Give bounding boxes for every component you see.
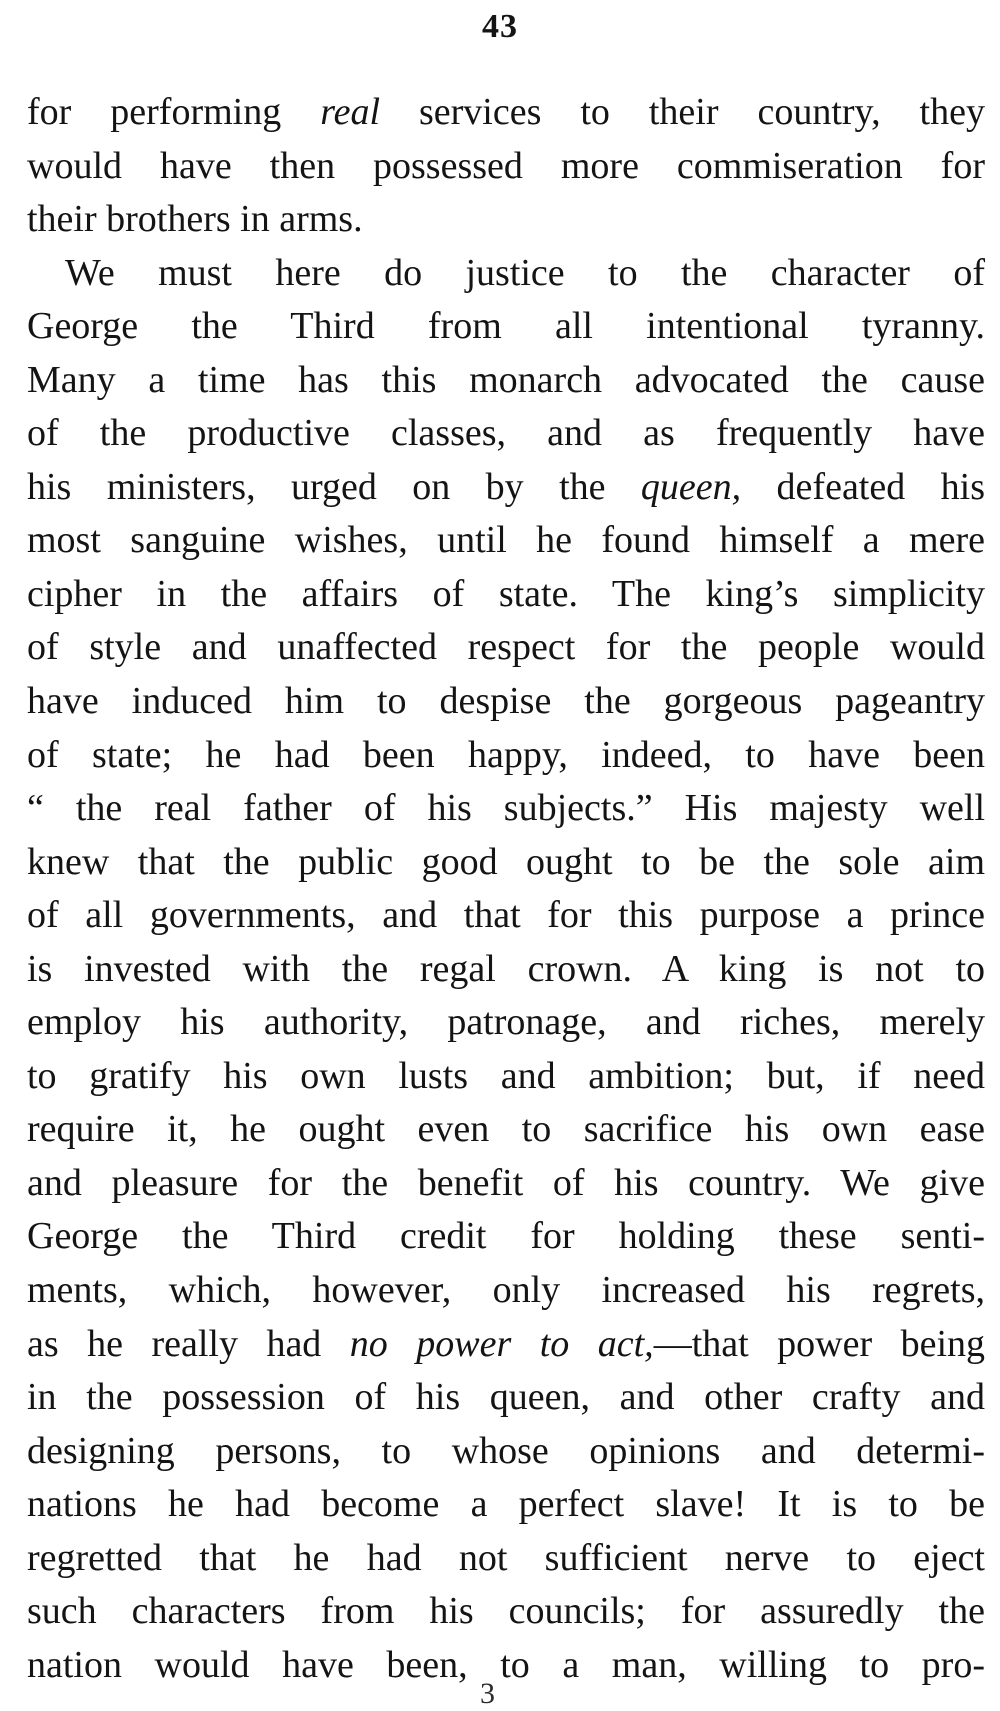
text-line: of all governments, and that for this purpose a prince — [27, 894, 985, 937]
text-line: and pleasure for the benefit of his country. We give — [27, 1161, 985, 1204]
signature-mark: 3 — [480, 1677, 495, 1710]
text-line: of the productive classes, and as frequently have — [27, 412, 985, 455]
text-line: most sanguine wishes, until he found himself a mere — [27, 519, 985, 562]
body-text — [27, 86, 985, 1692]
text-line: George the Third credit for holding these senti- — [27, 1215, 985, 1258]
text-line: have induced him to despise the gorgeous pageantry — [27, 680, 985, 723]
text-line: knew that the public good ought to be the sole aim — [27, 840, 985, 883]
paragraph-start-line: We must here do justice to the character of — [65, 251, 985, 294]
text-line: require it, he ought even to sacrifice his own ease — [27, 1108, 985, 1151]
text-line: regretted that he had not sufficient nerve to eject — [27, 1536, 985, 1579]
text-line: of style and unaffected respect for the people would — [27, 626, 985, 669]
text-line: his ministers, urged on by the queen, defeated his — [27, 465, 985, 508]
text-line: of state; he had been happy, indeed, to have been — [27, 733, 985, 776]
text-line: ments, which, however, only increased his regrets, — [27, 1269, 985, 1312]
text-line: as he really had no power to act,—that power being — [27, 1322, 986, 1365]
text-line: such characters from his councils; for assuredly the — [27, 1590, 985, 1633]
text-line: nations he had become a perfect slave! It is to be — [27, 1483, 985, 1526]
text-line: would have then possessed more commiseration for — [27, 144, 985, 187]
text-line: is invested with the regal crown. A king is not to — [27, 947, 985, 990]
text-line: designing persons, to whose opinions and determi- — [27, 1429, 985, 1472]
page-number: 43 — [482, 8, 518, 45]
text-line: “ the real father of his subjects.” His majesty well — [27, 787, 985, 830]
text-line: George the Third from all intentional tyranny. — [27, 305, 985, 348]
text-line: in the possession of his queen, and other crafty and — [27, 1376, 985, 1419]
text-line: nation would have been, to a man, willing to pro- — [27, 1643, 985, 1686]
text-line: for performing real services to their country, they — [27, 91, 985, 133]
text-line: Many a time has this monarch advocated the cause — [27, 358, 985, 401]
text-line: to gratify his own lusts and ambition; but, if need — [27, 1054, 985, 1097]
text-line: their brothers in arms. — [27, 198, 363, 241]
text-line: employ his authority, patronage, and riches, merely — [27, 1001, 985, 1044]
text-line: cipher in the affairs of state. The king’s simplicity — [27, 572, 985, 615]
